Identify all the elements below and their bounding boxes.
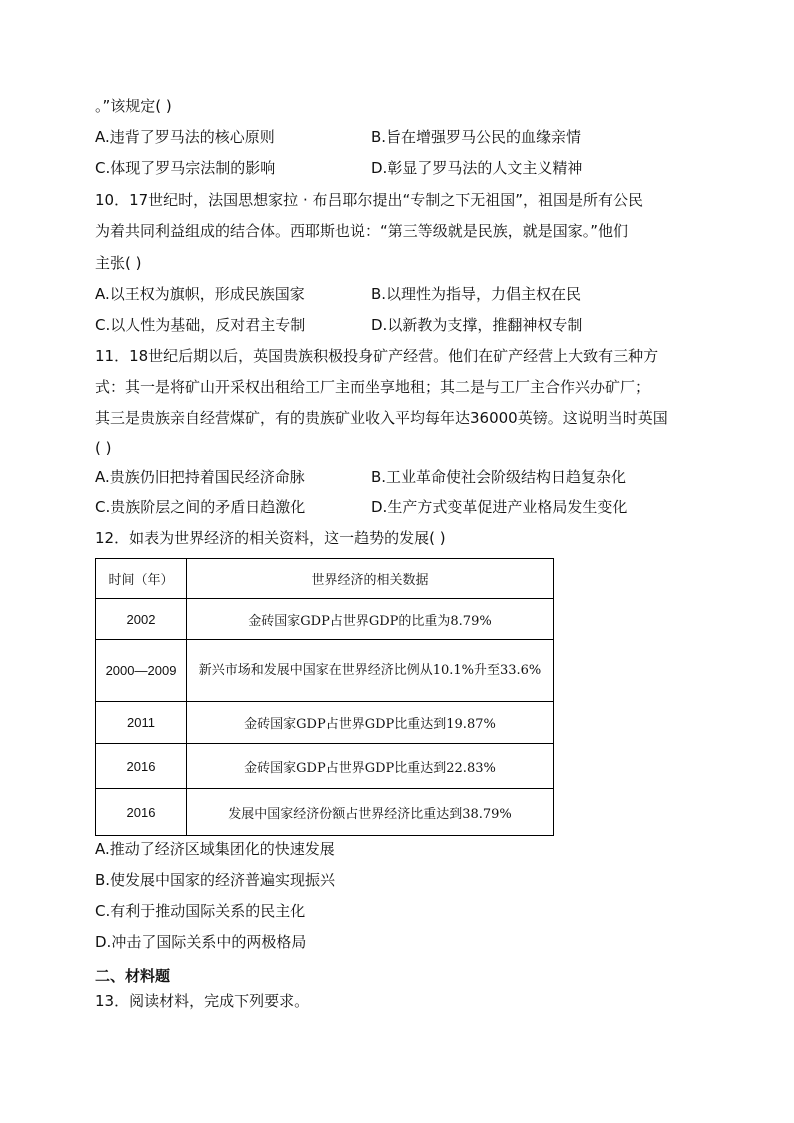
table-cell-time: 2011 (96, 702, 187, 744)
table-cell-data: 金砖国家GDP占世界GDP的比重为8.79% (187, 599, 554, 640)
table-row (96, 599, 554, 640)
q10-stem-line-3: 主张( ) (95, 254, 142, 272)
table-row (96, 789, 554, 836)
table-cell-time: 2000—2009 (96, 640, 187, 702)
table-row (96, 702, 554, 744)
q9-stem-tail: 。”该规定( ) (95, 97, 172, 115)
table-header-data: 世界经济的相关数据 (187, 559, 554, 599)
q12-option-c[interactable]: C.有利于推动国际关系的民主化 (95, 902, 306, 920)
q11-option-b[interactable]: B.工业革命使社会阶级结构日趋复杂化 (371, 468, 627, 486)
q10-option-b[interactable]: B.以理性为指导，力倡主权在民 (371, 285, 582, 303)
table-cell-time: 2016 (96, 744, 187, 789)
q9-option-a[interactable]: A.违背了罗马法的核心原则 (95, 128, 275, 146)
q11-option-c[interactable]: C.贵族阶层之间的矛盾日趋激化 (95, 498, 306, 516)
q12-stem: 12．如表为世界经济的相关资料，这一趋势的发展( ) (95, 529, 446, 547)
table-header-row (96, 559, 554, 599)
q11-stem-line-3: 其三是贵族亲自经营煤矿，有的贵族矿业收入平均每年达36000英镑。这说明当时英国 (95, 409, 668, 427)
table-cell-data: 金砖国家GDP占世界GDP比重达到19.87% (187, 702, 554, 744)
q11-stem-line-1: 11．18世纪后期以后，英国贵族积极投身矿产经营。他们在矿产经营上大致有三种方 (95, 347, 659, 365)
q12-option-a[interactable]: A.推动了经济区域集团化的快速发展 (95, 840, 335, 858)
q12-option-b[interactable]: B.使发展中国家的经济普遍实现振兴 (95, 871, 336, 889)
table-row (96, 744, 554, 789)
q9-option-d[interactable]: D.彰显了罗马法的人文主义精神 (371, 159, 583, 177)
q10-stem-line-1: 10．17世纪时，法国思想家拉 · 布吕耶尔提出“专制之下无祖国”，祖国是所有公民 (95, 191, 644, 209)
q11-stem-line-2: 式：其一是将矿山开采权出租给工厂主而坐享地租；其二是与工厂主合作兴办矿厂； (95, 378, 651, 396)
table-cell-time: 2016 (96, 789, 187, 836)
table-cell-data: 发展中国家经济份额占世界经济比重达到38.79% (187, 789, 554, 836)
q10-option-d[interactable]: D.以新教为支撑，推翻神权专制 (371, 316, 583, 334)
q12-option-d[interactable]: D.冲击了国际关系中的两极格局 (95, 933, 307, 951)
table-cell-time: 2002 (96, 599, 187, 640)
table-cell-data: 金砖国家GDP占世界GDP比重达到22.83% (187, 744, 554, 789)
q9-option-b[interactable]: B.旨在增强罗马公民的血缘亲情 (371, 128, 582, 146)
section-heading: 二、材料题 (95, 967, 171, 985)
q11-stem-line-4: ( ) (95, 439, 112, 457)
q13-stem: 13．阅读材料，完成下列要求。 (95, 992, 310, 1010)
table-header-time: 时间（年） (96, 559, 187, 599)
q9-option-c[interactable]: C.体现了罗马宗法制的影响 (95, 159, 276, 177)
world-economy-table (95, 558, 554, 836)
q10-option-a[interactable]: A.以王权为旗帜，形成民族国家 (95, 285, 305, 303)
q10-option-c[interactable]: C.以人性为基础，反对君主专制 (95, 316, 306, 334)
table-cell-data: 新兴市场和发展中国家在世界经济比例从10.1%升至33.6% (187, 640, 554, 702)
q11-option-d[interactable]: D.生产方式变革促进产业格局发生变化 (371, 498, 628, 516)
q11-option-a[interactable]: A.贵族仍旧把持着国民经济命脉 (95, 468, 305, 486)
q10-stem-line-2: 为着共同利益组成的结合体。西耶斯也说：“第三等级就是民族，就是国家。”他们 (95, 222, 629, 240)
table-row (96, 640, 554, 702)
